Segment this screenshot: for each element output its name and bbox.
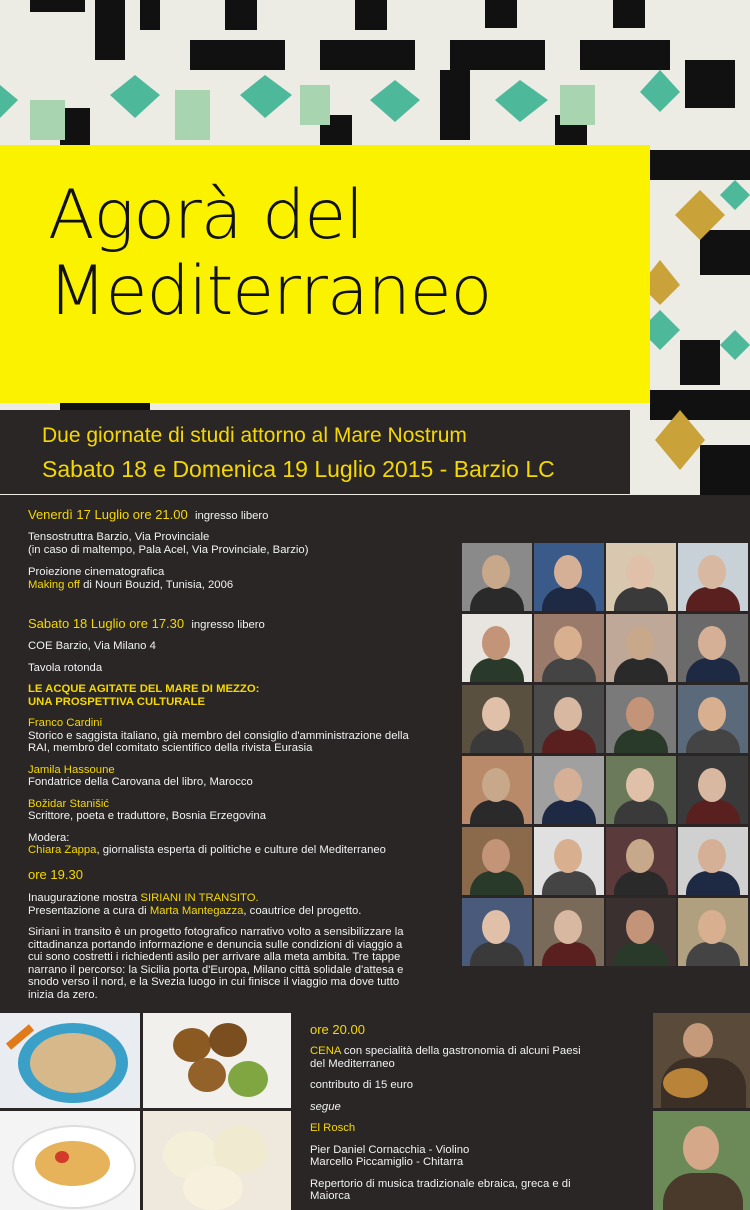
speaker-photo bbox=[534, 543, 604, 611]
title-line-1: Agorà del bbox=[48, 176, 364, 255]
speaker-photo bbox=[606, 756, 676, 824]
page-title bbox=[48, 178, 491, 330]
speaker-photo bbox=[678, 614, 748, 682]
roundtable-theme: LE ACQUE AGITATE DEL MARE DI MEZZO: bbox=[28, 683, 260, 695]
moderator-name: Chiara Zappa bbox=[28, 844, 97, 856]
dinner-details: CENA con specialità della gastronomia di alcuni Paesi del Mediterraneo contributo di 15 euro segue El Rosch Pier Daniel Cornacchia - Violino Marcello Piccamiglio - Chitarra Repertorio di musica tradizionale ebraica, greca e di Maiorca bbox=[310, 1045, 581, 1202]
band-name: El Rosch bbox=[310, 1122, 356, 1134]
speaker-photo bbox=[534, 756, 604, 824]
dinner-time: ore 20.00 bbox=[310, 1022, 365, 1037]
speaker-photo bbox=[678, 685, 748, 753]
speaker-name: Božidar Stanišić bbox=[28, 797, 109, 810]
speaker-photo bbox=[462, 827, 532, 895]
friday-details: Tensostruttra Barzio, Via Provinciale (in caso di maltempo, Pala Acel, Via Provinciale, Barzio) Proiezione cinematografica Making off di Nouri Bouzid, Tunisia, 2006 bbox=[28, 531, 309, 591]
hummus-photo bbox=[0, 1013, 140, 1108]
ice-cream-photo bbox=[143, 1111, 291, 1210]
speaker-photo bbox=[534, 685, 604, 753]
exhibition-details: Inaugurazione mostra SIRIANI IN TRANSITO. Presentazione a cura di Marta Mantegazza, coautrice del progetto. Siriani in transito è un progetto fotografico narrativo volto a sensibilizzare la cittadinanza portando informazione e denuncia sulle condizioni di viaggio a cui sono costretti i richiedenti asilo per arrivare alla meta ambita. Tre tappe narrano il percorso: la Sicilia porta d'Europa, Milano città solidale d'attesa e snodo verso il nord, e la Svezia luogo in cui finisce il viaggio ma dove tutto inizia da zero. bbox=[28, 892, 404, 1001]
speaker-photo bbox=[462, 614, 532, 682]
evening-time: ore 19.30 bbox=[28, 867, 83, 882]
speaker-photo bbox=[462, 685, 532, 753]
speaker-photo bbox=[678, 543, 748, 611]
speaker-photo bbox=[606, 685, 676, 753]
film-title: Making off bbox=[28, 578, 80, 591]
speaker-photo bbox=[678, 756, 748, 824]
speaker-photo-grid bbox=[462, 543, 750, 968]
speaker-photo bbox=[606, 543, 676, 611]
speaker-photo bbox=[534, 827, 604, 895]
subtitle: Due giornate di studi attorno al Mare Nostrum bbox=[42, 424, 467, 447]
speaker-photo bbox=[534, 614, 604, 682]
title-line-2: Mediterraneo bbox=[48, 252, 492, 331]
speaker-name: Jamila Hassoune bbox=[28, 763, 115, 776]
event-dates: Sabato 18 e Domenica 19 Luglio 2015 - Barzio LC bbox=[42, 456, 555, 482]
speaker-photo bbox=[534, 898, 604, 966]
violinist-photo bbox=[653, 1111, 750, 1210]
speaker-photo bbox=[606, 614, 676, 682]
speaker-name: Franco Cardini bbox=[28, 717, 103, 729]
falafel-photo bbox=[143, 1013, 291, 1108]
speaker-photo bbox=[678, 827, 748, 895]
speaker-photo bbox=[462, 898, 532, 966]
speaker-photo bbox=[606, 827, 676, 895]
guitarist-photo bbox=[653, 1013, 750, 1108]
speaker-photo bbox=[678, 898, 748, 966]
pasta-photo bbox=[0, 1111, 140, 1210]
speaker-photo bbox=[462, 543, 532, 611]
saturday-details: COE Barzio, Via Milano 4 Tavola rotonda LE ACQUE AGITATE DEL MARE DI MEZZO: UNA PROSPETTIVA CULTURALE Franco Cardini Storico e saggista italiano, già membro del consiglio d'amministrazione della RAI, membro del comitato scientifico della rivista Eurasia Jamila Hassoune Fondatrice della Carovana del libro, Marocco Božidar Stanišić Scrittore, poeta e traduttore, Bosnia Erzegovina Modera: Chiara Zappa, giornalista esperta di politiche e culture del Mediterraneo bbox=[28, 640, 409, 856]
speaker-photo bbox=[606, 898, 676, 966]
friday-heading: Venerdì 17 Luglio ore 21.00 ingresso libero bbox=[28, 507, 269, 522]
saturday-heading: Sabato 18 Luglio ore 17.30 ingresso libero bbox=[28, 616, 265, 631]
speaker-photo bbox=[462, 756, 532, 824]
